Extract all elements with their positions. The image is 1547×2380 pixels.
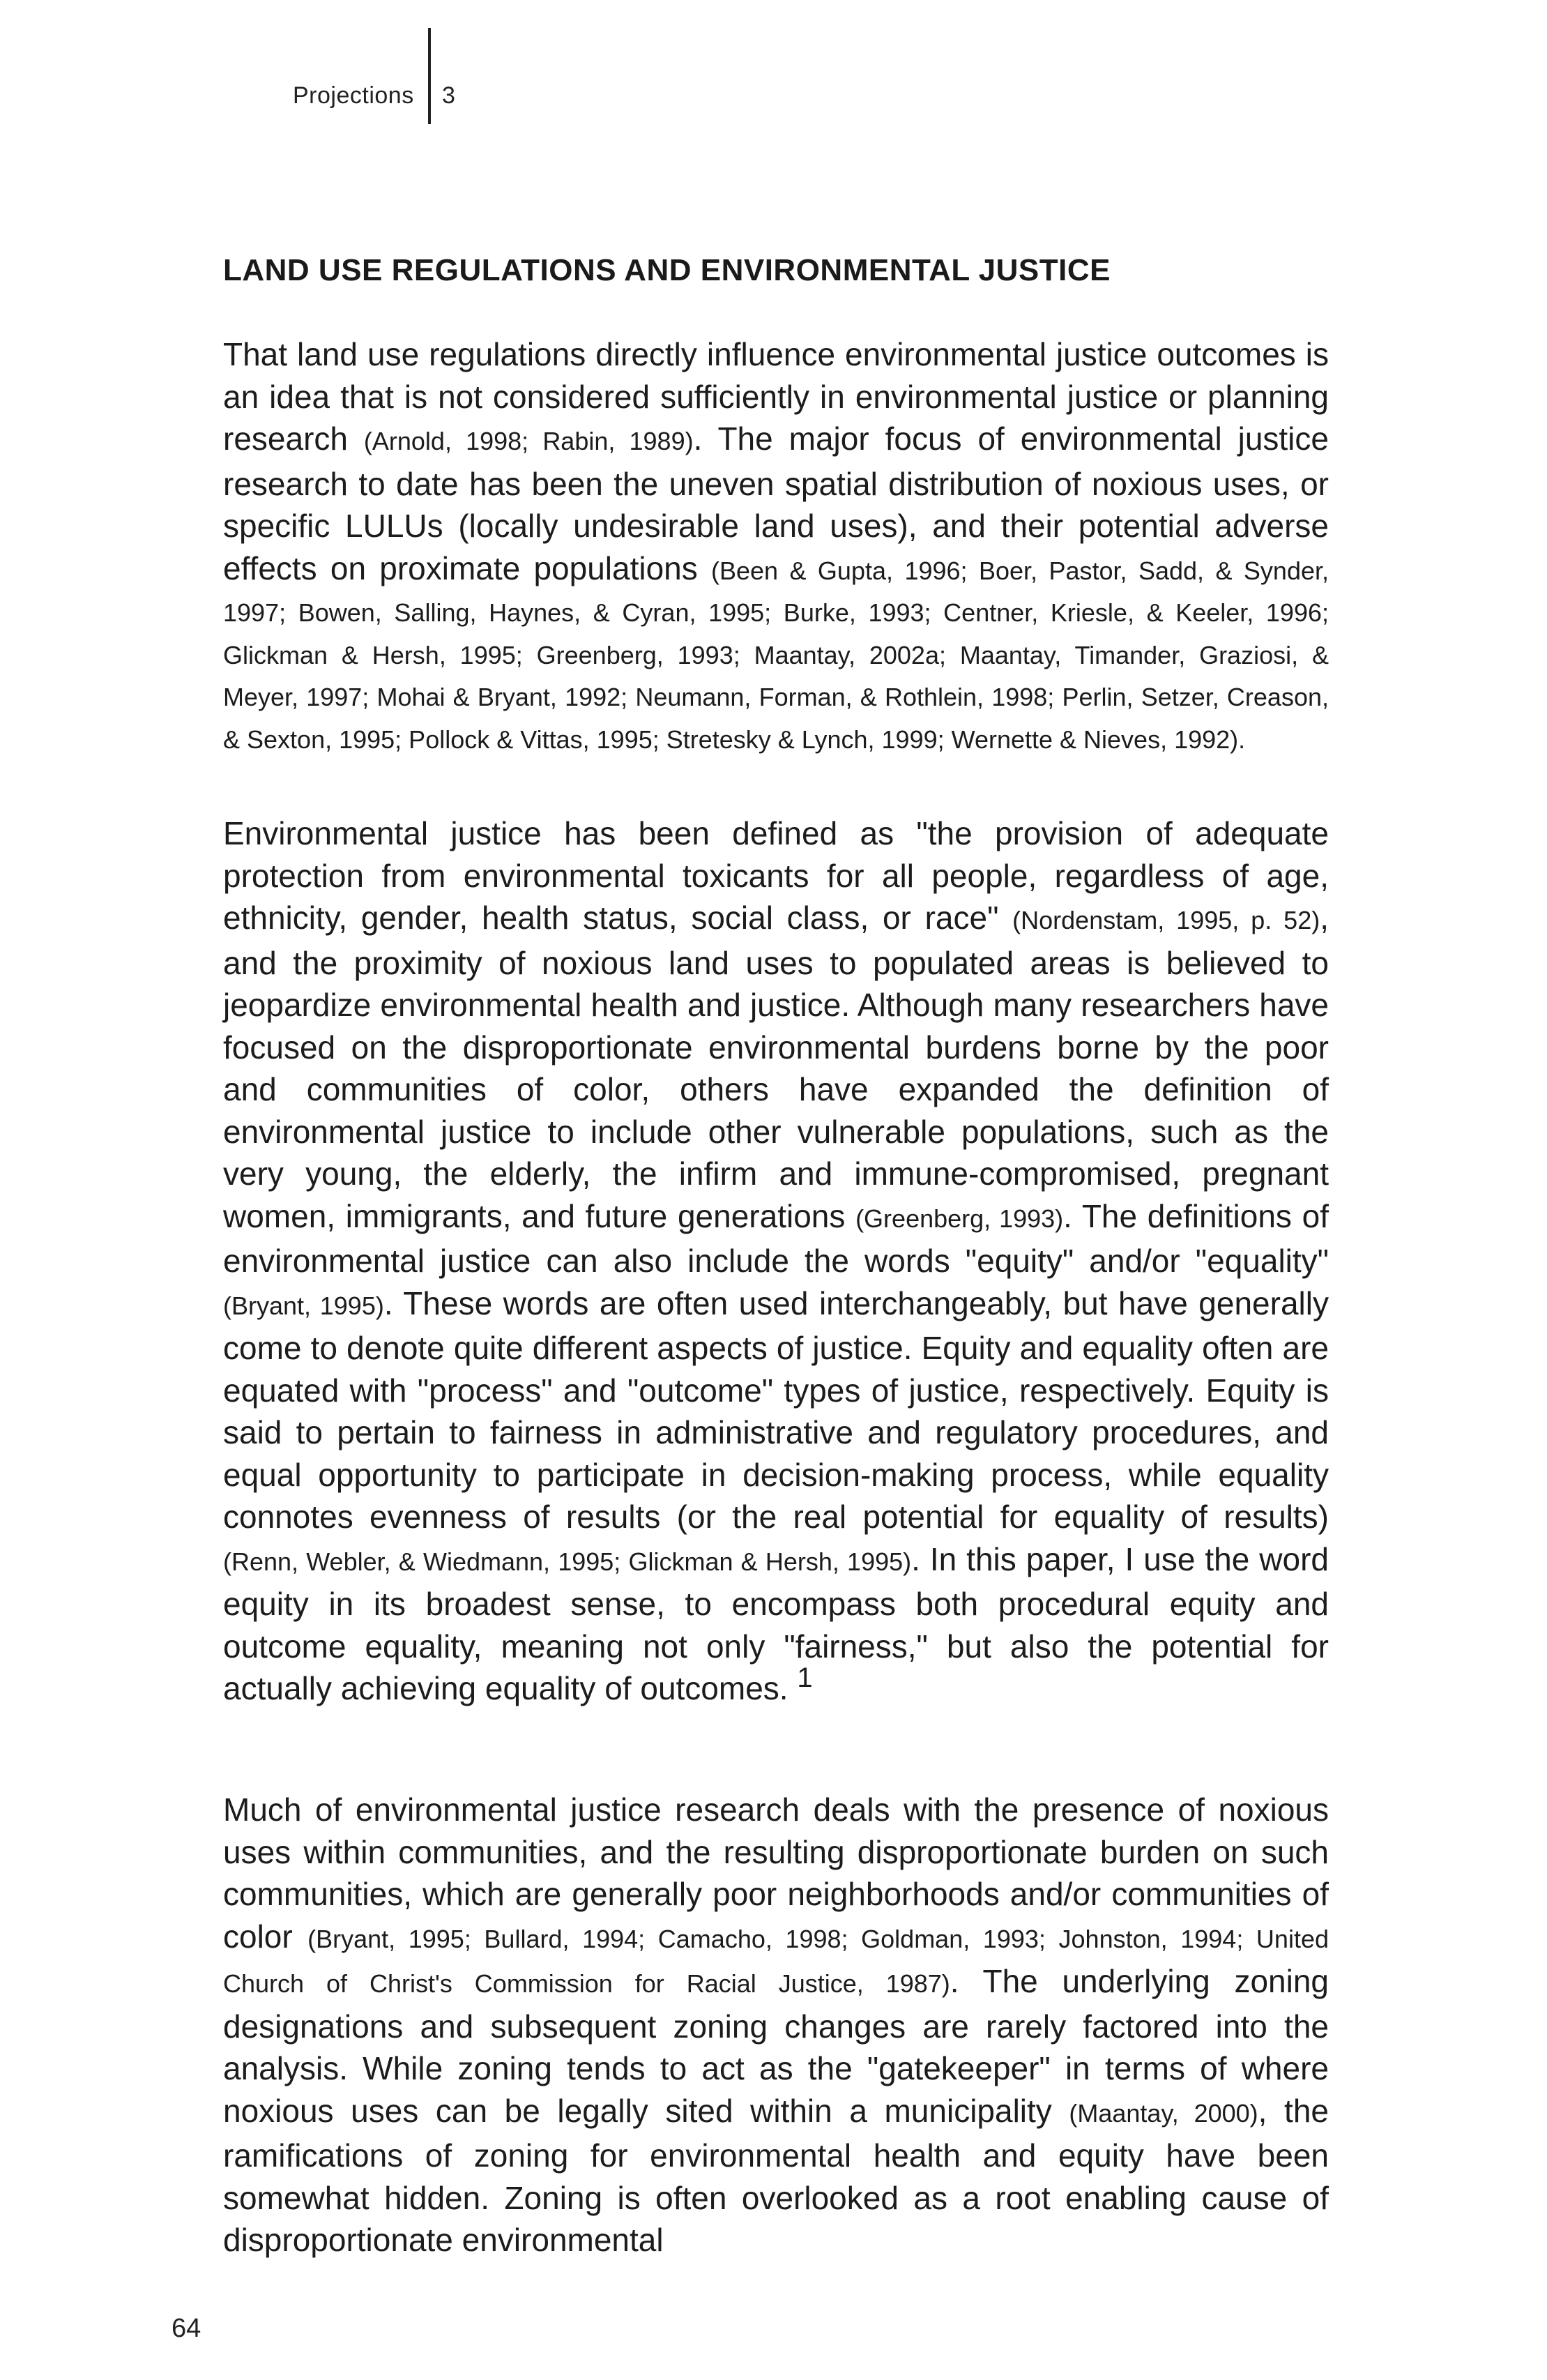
paragraph-text: Environmental justice has been defined as "the provision of adequate protection from environmental toxicants for all people, regardless of age, ethnicity, gender, health status, social class, or race"	[223, 815, 1329, 936]
paragraph-text: , the ramifications of zoning for environmental health and equity have been somewhat hidden. Zoning is often overlooked as a root enabling cause of disproportionate environmental	[223, 2092, 1329, 2258]
paragraph-3	[223, 1789, 1329, 2261]
citation: (Maantay, 2000)	[1069, 2098, 1258, 2128]
citation: (Arnold, 1998; Rabin, 1989)	[363, 427, 694, 455]
citation-list: (Been & Gupta, 1996; Boer, Pastor, Sadd, & Synder, 1997; Bowen, Salling, Haynes, & Cyran, 1995; Burke, 1993; Centner, Kriesle, & Keeler, 1996; Glickman & Hersh, 1995; Greenberg, 1993; Maantay, 2002a; Maantay, Timander, Graziosi, & Meyer, 1997; Mohai & Bryant, 1992; Neumann, Forman, & Rothlein, 1998; Perlin, Setzer, Creason, & Sexton, 1995; Pollock & Vittas, 1995; Stretesky & Lynch, 1999; Wernette & Nieves, 1992).	[223, 556, 1329, 754]
section-heading: LAND USE REGULATIONS AND ENVIRONMENTAL JUSTICE	[223, 253, 1111, 287]
citation: (Renn, Webler, & Wiedmann, 1995; Glickman & Hersh, 1995)	[223, 1547, 912, 1576]
paragraph-2	[223, 812, 1329, 1712]
paragraph-text: . The definitions of environmental justice can also include the words "equity" and/or "equality"	[223, 1197, 1329, 1279]
paragraph-text: Much of environmental justice research deals with the presence of noxious uses within communities, and the resulting disproportionate burden on such communities, which are generally poor neighborhoods and/or communities of color	[223, 1791, 1329, 1955]
issue-number: 3	[442, 82, 455, 109]
citation: (Nordenstam, 1995, p. 52)	[1012, 906, 1320, 934]
paragraph-text: . These words are often used interchangeably, but have generally come to denote quite different aspects of justice. Equity and equality often are equated with "process" and "outcome" types of justice, respectively. Equity is said to pertain to fairness in administrative and regulatory procedures, and equal opportunity to participate in decision-making process, while equality connotes evenness of results (or the real potential for equality of results)	[223, 1284, 1329, 1535]
running-header-title: Projections	[293, 82, 414, 109]
footnote-marker[interactable]: 1	[797, 1662, 813, 1693]
paragraph-text: . In this paper, I use the word equity in its broadest sense, to encompass both procedural equity and outcome equality, meaning not only "fairness," but also the potential for actually achieving equality of outcomes.	[223, 1540, 1329, 1706]
header-divider	[428, 28, 431, 124]
paragraph-text: That land use regulations directly influence environmental justice outcomes is an idea that is not considered sufficiently in environmental justice or planning research	[223, 336, 1329, 457]
citation: (Bryant, 1995)	[223, 1291, 384, 1320]
citation: (Greenberg, 1993)	[855, 1204, 1064, 1233]
citation: (Bryant, 1995; Bullard, 1994; Camacho, 1998; Goldman, 1993; Johnston, 1994; United Church of Christ's Commission for Racial Justice, 1987)	[223, 1924, 1329, 1998]
paragraph-1	[223, 333, 1329, 758]
paragraph-text: , and the proximity of noxious land uses to populated areas is believed to jeopardize environmental health and justice. Although many researchers have focused on the disproportionate environmental burdens borne by the poor and communities of color, others have expanded the definition of environmental justice to include other vulnerable populations, such as the very young, the elderly, the infirm and immune-compromised, pregnant women, immigrants, and future generations	[223, 900, 1329, 1234]
page-number: 64	[172, 2314, 201, 2343]
paragraph-text: . The underlying zoning designations and subsequent zoning changes are rarely factored into the analysis. While zoning tends to act as the "gatekeeper" in terms of where noxious uses can be legally sited within a municipality	[223, 1963, 1329, 2129]
paragraph-text: . The major focus of environmental justice research to date has been the uneven spatial distribution of noxious uses, or specific LULUs (locally undesirable land uses), and their potential adverse effects on proximate populations	[223, 420, 1329, 586]
